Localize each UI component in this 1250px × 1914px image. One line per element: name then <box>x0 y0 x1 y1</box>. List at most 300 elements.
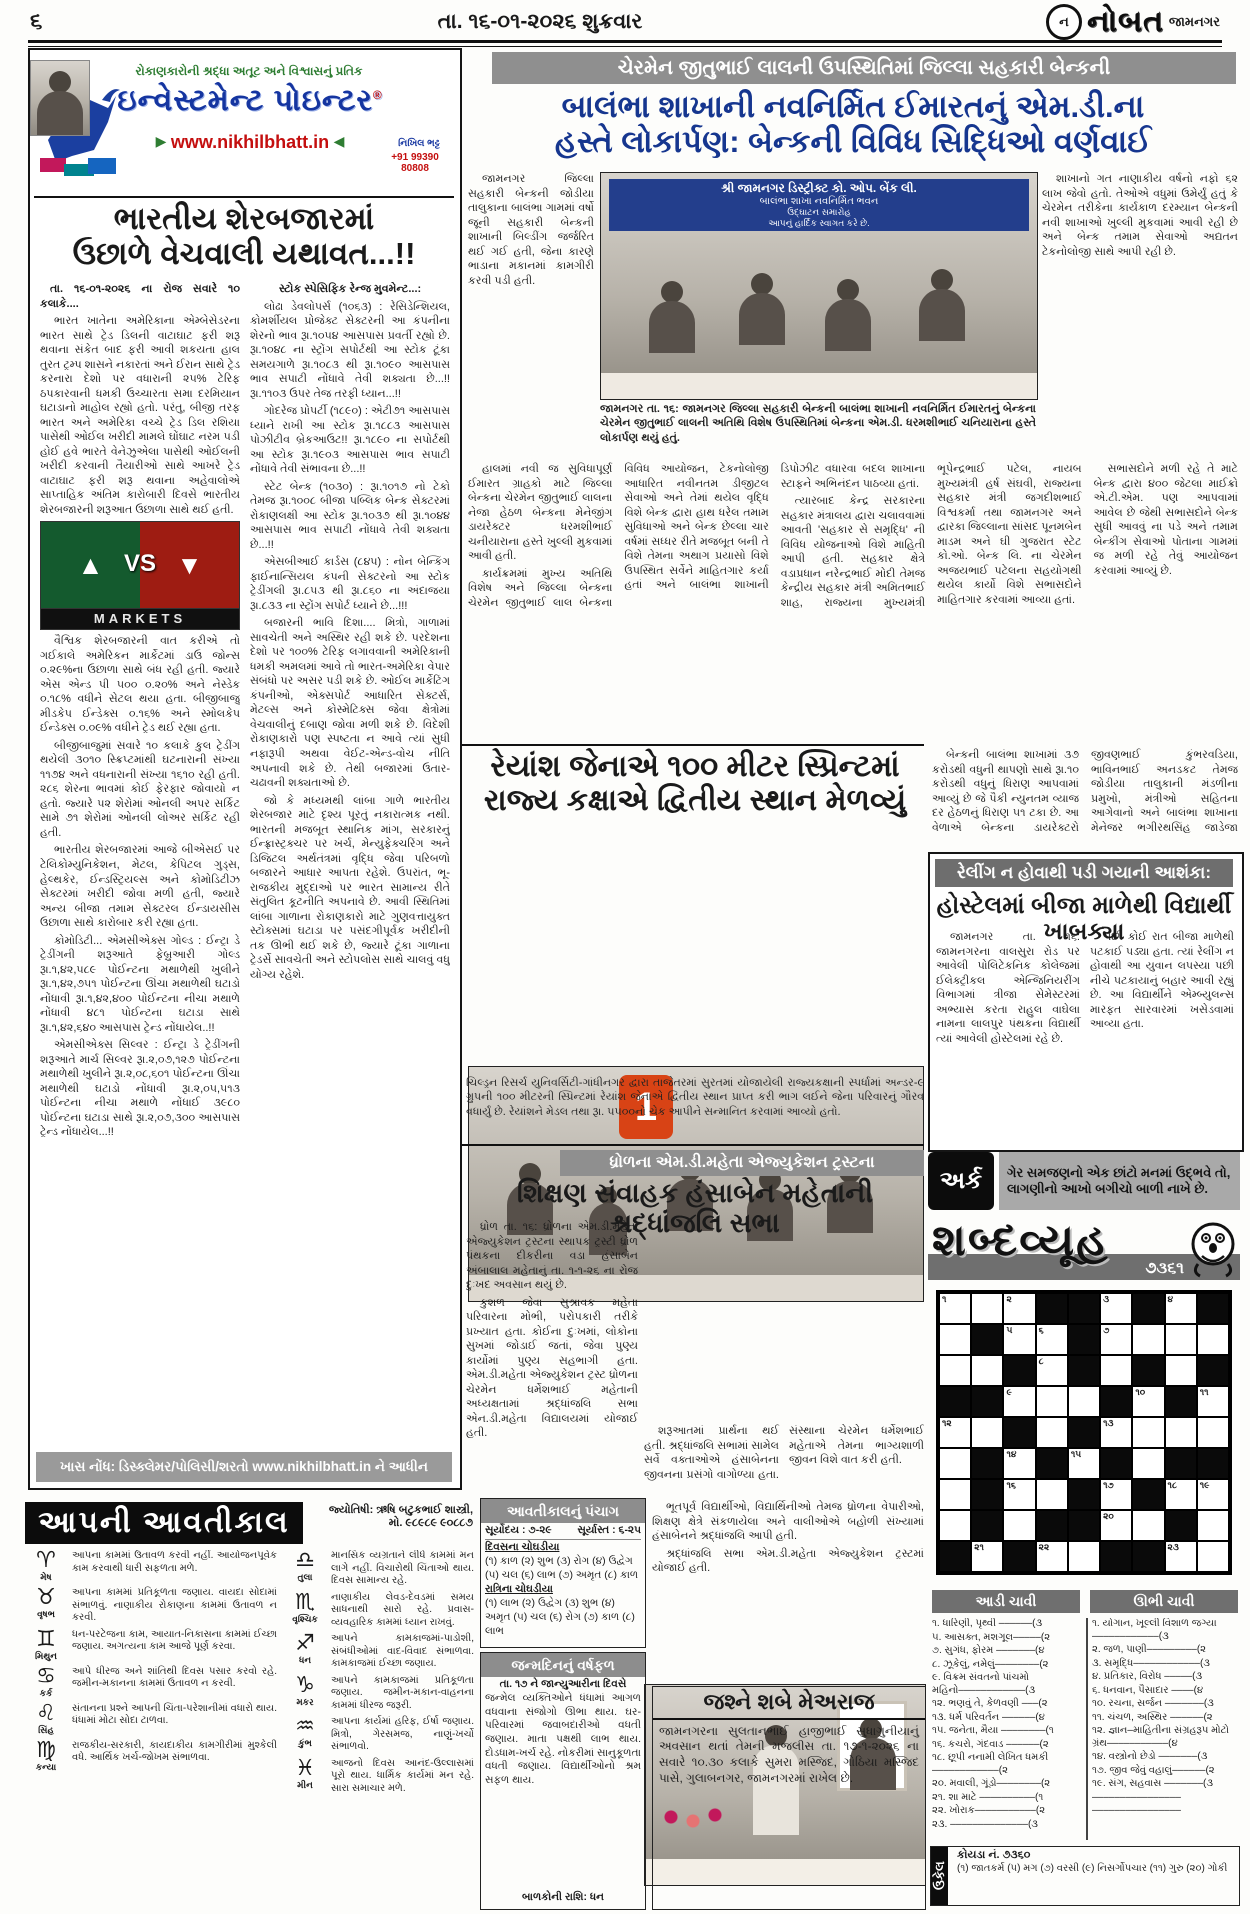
ad-url-row <box>110 132 390 153</box>
crossword-block-cell <box>1132 1541 1164 1572</box>
zodiac-icon <box>25 1587 67 1625</box>
stock-paragraph: બજારની ભાવિ દિશા.... મિત્રો, ગાળામાં સાવચેતી અને અસ્થિર રહી શકે છે. પરદેશના દેશો પર ૧૦૦% ટેરિફ લગાવવાની અમેરિકાની ધમકી અમલમાં આવે તો ભારત-અમેરિકા વેપાર સંબંધો પર અસર પડી શકે છે. ઓઈલ માર્કેટિંગ કંપનીઓ, એક્સપોર્ટ આધારિત સેક્ટર્સ, મેટલ્સ અને કોસ્મેટિક્સ જેવા ક્ષેત્રોમાં વેચવાલીનું દબાણ જોવા મળી શકે છે. વિદેશી રોકાણકારો પણ સ્પષ્ટતા ન આવે ત્યાં સુધી નફારૂપી અથવા વેઈટ-એન્ડ-વોચ નીતિ અપનાવી શકે છે. તેથી બજારમાં ઉતાર-ચઢાવની શક્યતાઓ છે. <box>250 617 450 790</box>
solution-text: (૧) જાતકર્મ (૫) મગ (૭) વરસી (૯) નિસર્ગોપચાર (૧૧) ગુરુ (૨૦) ગોકી <box>957 1863 1228 1874</box>
stock-paragraph: જો કે મધ્યમથી લાંબા ગાળે ભારતીય શેરબજાર માટે દૃશ્ય પૂરતું નકારાત્મક નથી. ભારતની મજબૂત સ્થાનિક માંગ, સરકારનું ઈન્ફ્રાસ્ટ્રક્ચર પર ખર્ચ, મેન્યુફેક્ચરિંગ અને ડિજિટલ અર્થતંત્રમાં વૃદ્ધિ જેવા પરિબળો બજારને આધાર આપતા રહેશે. ઉપરાંત, ભૂ-રાજકીય મુદ્દાઓ પર ભારત સામાન્ય રીતે સંતુલિત કૂટનીતિ અપનાવે છે. આવી સ્થિતિમાં લાંબા ગાળાના રોકાણકારો માટે ગુણવત્તાયુક્ત સ્ટોક્સમાં ઘટાડા પર પસંદગીપૂર્વક ખરીદીની તક ઊભી થઈ શકે છે, જ્યારે ટૂંકા ગાળાના ટ્રેડર્સે સાવચેતી અને સ્ટોપલોસ સાથે ચાલવું વધુ યોગ્ય રહેશે. <box>250 794 450 981</box>
astrologer-credit <box>308 1504 473 1530</box>
crossword-cell-number: ૧૮ <box>1167 1480 1177 1490</box>
across-clue: ૨૦. મવાલી, ગૂંડો––––––––(૨ <box>932 1778 1051 1789</box>
bank-photo-banner <box>609 179 1029 231</box>
crossword-cell <box>1068 1541 1100 1572</box>
hostel-kicker: રેલીંગ ન હોવાથી પડી ગયાની આશંકા: <box>935 859 1233 887</box>
crossword-block-cell <box>971 1324 1003 1355</box>
across-clue: ૧૩. ધર્મ પરિવર્તન ––––––(૪ <box>932 1711 1045 1723</box>
zodiac-entry <box>284 1672 474 1713</box>
crossword-block-cell <box>1068 1324 1100 1355</box>
crossword-cell-number: ૯ <box>1006 1387 1012 1397</box>
market-headline-line2: ઉછાળે વેચવાલી યથાવત...!! <box>72 235 416 271</box>
panchang-title: આવતીકાલનું પંચાગ <box>481 1499 645 1523</box>
bull-market-icon: ▲ <box>41 522 140 608</box>
zodiac-entry <box>25 1587 277 1625</box>
bank-paragraph: ત્યારબાદ કેન્દ્ર સરકારના સહકાર મંત્રાલય દ્વારા ચલાવવામાં આવતી 'સહકાર સે સમૃદ્ધિ' ની વિવિધ યોજનાઓ વિશે માહિતી આપી હતી. સહકાર ક્ષેત્રે વડાપ્રધાન નરેન્દ્રભાઈ મોદી તેમજ કેન્દ્રીય સહકાર મંત્રી અમિતભાઈ શાહ, રાજ્યના મુખ્યમંત્રી ભૂપેન્દ્રભાઈ પટેલ, નાયબ મુખ્યમંત્રી હર્ષ સંઘવી, રાજ્યના સહકાર મંત્રી જગદીશભાઈ વિશ્વકર્મા તથા જામનગર અને દ્વારકા જિલ્લાના સાંસદ પૂનમબેન માડમ અને ઘી ગુજરાત સ્ટેટ કો.ઓ. બેન્ક લિ. ના ચેરમેન અજયભાઈ પટેલના સહયોગથી થયેલ કાર્યો વિશે સભાસદોને માહિતગાર કરવામાં આવ્યા હતાં. <box>780 463 1082 609</box>
crossword-cell <box>1100 1479 1132 1510</box>
zodiac-prediction: આપના કામમાં ઉતાવળ કરવી નહીં. આયોજનપૂર્વક કામ કરવાથી ધારી સફળતા મળે. <box>72 1550 277 1574</box>
crossword-block-cell <box>1003 1355 1035 1386</box>
crossword-cell <box>1036 1479 1068 1510</box>
zodiac-icon <box>284 1755 326 1796</box>
down-clue: ૧૨. જ્ઞાન–માહિતીના સંગ્રહરૂપ મોટો ગ્રંથ–––––––––––(૪ <box>1092 1725 1229 1749</box>
crossword-block-cell <box>971 1386 1003 1417</box>
ad-brand: ઇન્વેસ્ટમેન્ટ પોઇન્ટર® <box>117 84 383 117</box>
zodiac-sign-name: કર્ક <box>39 1687 53 1698</box>
solution-box <box>930 1846 1240 1906</box>
zodiac-sign-name: તુલા <box>297 1572 313 1582</box>
zodiac-symbol-icon: ♑ <box>295 1672 315 1698</box>
crossword-cell <box>1197 1324 1229 1355</box>
dhrol-paragraph: કુશળ જેવા સુશ્રાવક મહેતા પરિવારના મોભી, પરોપકારી તરીકે પ્રખ્યાત હતા. કોઈના દુઃખમાં, લોકોના સુખમાં જોડાઈ જતાં, જેવા પુણ્ય કાર્યોમાં પુણ્ય સહભાગી હતા. એમ.ડી.મહેતા એજ્યુકેશન ટ્રસ્ટ ધ્રોળના ચેરમેન ધર્મેશભાઈ મહેતાની અધ્યક્ષતામાં શ્રદ્ધાંજલિ સભા એન.ડી.મહેતા વિદ્યાલયમાં યોજાઈ હતી. <box>466 1296 638 1440</box>
market-paragraph: કોમોડિટી... એમસીએક્સ ગોલ્ડ : ઈન્ટ્રા ડે ટ્રેડીંગની શરૂઆતે ફેબ્રુઆરી ગોલ્ડ રૂા.૧,૪૨,૫૮૯ પોઈન્ટના મથાળેથી ખુલીને રૂા.૧,૪૨,૭૫૧ પોઈન્ટના ઊંચા મથાળેથી ઘટાડો નોંધાવી રૂા.૧,૪૨,૪૦૦ પોઈન્ટના નીચા મથાળે નોંધાવી ૪૮૧ પોઈન્ટના ઘટાડા સાથે રૂા.૧,૪૨,૬૪૦ આસપાસ ટ્રેન્ડ નોંધાયેલ..!! <box>40 934 240 1034</box>
bank-side-right <box>1042 172 1238 454</box>
crossword-block-cell <box>939 1386 971 1417</box>
crossword-cell <box>1100 1417 1132 1448</box>
crossword-cell <box>1197 1541 1229 1572</box>
masthead <box>1046 4 1220 40</box>
crossword-cell-number: ૧૩ <box>1103 1418 1114 1428</box>
zodiac-prediction: નાણાકીય લેવડ-દેવડમાં સમય સાધનાથી સારો રહે. પ્રવાસ-વ્યવહારિક કામમાં ધ્યાન રાખવું. <box>331 1591 474 1628</box>
crossword-cell-number: ૮ <box>1038 1356 1044 1366</box>
crossword-cell <box>1197 1417 1229 1448</box>
zodiac-symbol-icon: ♈ <box>36 1550 56 1573</box>
down-clue: ૧. યોગાન, ખૂલ્લી વિશાળ જગ્યા ––––––––––––(૩ <box>1092 1618 1217 1642</box>
crossword-cell-number: ૫ <box>1006 1325 1013 1335</box>
ark-label: અર્ક <box>928 1152 994 1210</box>
hostel-headline: હોસ્ટેલમાં બીજા માળેથી વિદ્યાર્થી ખાબક્યા <box>936 892 1232 945</box>
ark-box <box>928 1152 1240 1210</box>
zodiac-prediction: આપને કામકાજમાં પ્રતિકૂળતા જણાય. જમીન-મકાન-વાહનના કામમાં ધીરજ જરૂરી. <box>331 1674 474 1711</box>
crossword-mascot-icon <box>1190 1220 1236 1278</box>
stock-paragraph: ગોદરેજ પ્રોપર્ટી (૧૮૯૦) : એટી૭૧ આસપાસ ધ્યાને રાખી આ સ્ટોક રૂા.૧૮૮૩ આસપાસ પોઝીટીવ બ્રેકઆઉટ!! રૂા.૧૮૯૦ ના સપોર્ટથી આ સ્ટોક રૂા.૧૯૦૩ આસપાસ ભાવ સપાટી નોંધાવે તેવી સંભાવના છે...!! <box>250 405 450 476</box>
sunset: સૂર્યાસ્ત : ૬-૨૫ <box>577 1524 641 1536</box>
zodiac-sign-name: મેષ <box>40 1572 52 1582</box>
bank-side-left <box>468 172 594 454</box>
crossword-cell-number: ૧૬ <box>1006 1480 1016 1490</box>
crossword-cell <box>971 1541 1003 1572</box>
zodiac-sign-name: સિંહ <box>38 1724 54 1735</box>
bank-photo <box>600 172 1038 400</box>
crossword-block-cell <box>1036 1448 1068 1479</box>
crossword-cell-number: ૧ <box>942 1294 947 1304</box>
arrow-right-icon: ▶ <box>155 133 167 149</box>
horoscope-col2 <box>284 1550 474 1908</box>
crossword-cell <box>1165 1479 1197 1510</box>
crossword-cell <box>939 1293 971 1324</box>
crossword-cell <box>1165 1324 1197 1355</box>
vs-label: VS <box>123 550 157 578</box>
crossword-grid <box>936 1290 1232 1575</box>
masthead-city: જામનગર <box>1168 14 1220 29</box>
crossword-cell <box>1036 1417 1068 1448</box>
photo-table <box>601 373 1037 399</box>
zodiac-sign-name: વૃશ્ચિક <box>292 1613 318 1624</box>
across-clue: ૧૨. ભણવું તે, કેળવણી –––(૨ <box>932 1698 1048 1709</box>
zodiac-entry <box>25 1663 277 1699</box>
zodiac-prediction: આપના કામમાં પ્રતિકૂળતા જણાય. વાયદા સોદામાં સંભાળવું. નાણાકીય રોકાણના કામમાં ઉતાવળ ન કરવી. <box>72 1587 277 1623</box>
crossword-block-cell <box>1100 1541 1132 1572</box>
zodiac-icon <box>284 1672 326 1713</box>
crossword-cell-number: ૧૭ <box>1103 1480 1114 1490</box>
zodiac-icon <box>25 1626 67 1662</box>
market-paragraph: એમસીએક્સ સિલ્વર : ઈન્ટ્રા ડે ટ્રેડીંગની શરૂઆતે માર્ચ સિલ્વર રૂા.૨,૦૭,૧૨૭ પોઈન્ટના મથાળેથી ખુલીને રૂા.૨,૦૮,૬૦૧ પોઈન્ટના ઊંચા મથાળેથી ઘટાડો નોંધાવી રૂા.૨,૦૫,૫૧૩ પોઈન્ટના નીચા મથાળે નોંધાઈ ૩૯૮૦ પોઈન્ટના ઘટાડા સાથે રૂા.૨,૦૭,૩૦૦ આસપાસ ટ્રેન્ડ નોંધાયેલ...!! <box>40 1039 240 1139</box>
zodiac-sign-name: કન્યા <box>35 1761 57 1772</box>
crossword-cell-number: ૨૦ <box>1103 1511 1114 1521</box>
zodiac-icon <box>284 1633 326 1671</box>
crossword-cell-number: ૨૩ <box>1167 1542 1179 1552</box>
across-clue: ૯. વિક્રમ સંવતનો પાંચમો મહિનો––––––––––––(૩ <box>932 1672 1036 1696</box>
crossword-block-cell <box>1068 1355 1100 1386</box>
market-headline <box>36 202 452 271</box>
crossword-cell-number: ૧૪ <box>1006 1449 1017 1459</box>
crossword-block-cell <box>971 1510 1003 1541</box>
crossword-block-cell <box>1003 1541 1035 1572</box>
dhrol-paragraph: ધ્રોળ તા. ૧૬: ધ્રોળના એમ.ડી.મહેતા એજ્યુકેશન ટ્રસ્ટના સ્થાપક ટ્રસ્ટી ધ્રોળ પંથકના દીકરીના વડા હંસાબેન અંબાલાલ મહેતાનું તા. ૧-૧-૨૬ ના રોજ દુઃખદ અવસાન થયું છે. <box>466 1221 638 1292</box>
crossword-cell <box>1100 1293 1132 1324</box>
crossword-cell <box>1197 1479 1229 1510</box>
down-clue: ૪. પ્રતિકાર, વિરોધ –––––(૩ <box>1092 1671 1203 1682</box>
bank-kicker: ચેરમેન જીતુભાઈ લાલની ઉપસ્થિતિમાં જિલ્લા સહકારી બેન્કની <box>492 52 1236 84</box>
sunrise: સૂર્યોદય : ૭-૨૯ <box>485 1524 552 1536</box>
across-clue: ૧૫. જનેતા, મૈયા ––––––––(૧ <box>932 1725 1054 1736</box>
day-choghadiya-label: દિવસના ચોઘડીયા <box>485 1541 560 1553</box>
zodiac-prediction: ધન-પરટેજના કામ, આયાત-નિકાસના કામમાં ઈચ્છા જણાય. અગત્યના કામ આજે પૂર્ણ કરવા. <box>72 1628 277 1652</box>
dhrol-paragraph: ભૂતપૂર્વ વિદ્યાર્થીઓ, વિદ્યાર્થિનીઓ તેમજ ધ્રોળના વેપારીઓ, શિક્ષણ ક્ષેત્રે સંકળાયેલા અને વાલીઓએ બહોળી સંખ્યામાં હંસાબેનને શ્રદ્ધાંજલિ આપી હતી. <box>652 1501 924 1543</box>
crossword-cell <box>1100 1510 1132 1541</box>
dhrol-divider <box>462 1144 924 1146</box>
ad-brand-reg: ® <box>372 88 383 102</box>
zodiac-icon <box>25 1663 67 1699</box>
zodiac-sign-name: ધન <box>298 1655 312 1665</box>
crossword-cell <box>1003 1448 1035 1479</box>
down-clues-title: ઊભી ચાવી <box>1090 1590 1238 1613</box>
zodiac-entry <box>284 1633 474 1671</box>
zodiac-sign-name: વૃષભ <box>37 1609 55 1619</box>
crossword-block-cell <box>1197 1293 1229 1324</box>
crossword-cell <box>1197 1510 1229 1541</box>
varshfal-footer: બાળકોની રાશિ: ધન <box>522 1891 604 1903</box>
crossword-block-cell <box>1036 1510 1068 1541</box>
zodiac-symbol-icon: ♍ <box>36 1737 56 1763</box>
zodiac-entry <box>25 1700 277 1736</box>
crossword-number: ૭૩૬૧ <box>1145 1260 1184 1277</box>
disclaimer-note: ખાસ નોંધ: ડિસ્ક્લેમર/પોલિસી/શરતો www.nikhilbhatt.in ને આધીન <box>36 1452 452 1482</box>
sprint-headline-line1: રેયાંશ જેનાએ ૧૦૦ મીટર સ્પ્રિન્ટમાં <box>490 750 900 783</box>
zodiac-sign-name: મકર <box>296 1696 314 1707</box>
hostel-paragraph: પછી કોઈ રાત બીજા માળેથી પટકાઈ પડ્યા હતા. ત્યાં રેલીંગ ન હોવાથી આ યુવાન લપસ્યા પછી નીચે પટકાયાનું બહાર આવી રહ્યું છે. આ વિદ્યાર્થીને એમ્બ્યુલન્સ મારફત સારવારમાં ખસેડવામાં આવ્યા હતા. <box>1090 931 1234 1031</box>
across-clues-title: આડી ચાવી <box>932 1590 1080 1613</box>
crossword-cell <box>939 1355 971 1386</box>
zodiac-icon <box>284 1589 326 1630</box>
dhrol-paragraph: શરૂઆતમાં પ્રાર્થના થઈ હતી. શ્રદ્ધાંજલિ સભામાં સામેલ સર્વે વક્તાઓએ હંસાબેનના જીવનના પ્રસંગો વાગોળ્યા હતા. સંસ્થાના ચેરમેન ધર્મેશભાઈ મહેતાએ તેમના ભાગ્યશાળી જીવન વિશે વાત કરી હતી. <box>644 1425 924 1481</box>
night-choghadiya: (૧) લાભ (૨) ઉદ્વેગ (૩) શુભ (૪) અમૃત (૫) ચલ (૬) રોગ (૭) કાળ (૮) લાભ <box>485 1597 635 1637</box>
sprint-headline <box>466 750 924 817</box>
mehraj-headline: જશ્ને શબે મેઅરાજ <box>653 1687 925 1720</box>
crossword-cell <box>1003 1386 1035 1417</box>
dhrol-continuation <box>652 1500 924 1680</box>
across-clue: ૫. આસક્ત, મશગૂલ–––––(૨ <box>932 1631 1051 1643</box>
market-lead: તા. ૧૬-૦૧-૨૦૨૬ ના રોજ સવારે ૧૦ કલાકે.... <box>40 283 240 310</box>
advisor-phone: +91 99390 80808 <box>391 152 439 174</box>
crossword-cell-number: ૧૯ <box>1199 1480 1210 1490</box>
across-clue: ૧૮. છૂપી નનામી લેખિત ધમકી ––––––––––––(૨ <box>932 1752 1049 1776</box>
across-clue: ૨૩. ––––––––––––––(૩ <box>932 1818 1038 1830</box>
bank-paragraph: શાખાનો ગત નાણાકીય વર્ષનો નફો ૬૨ લાખ જેવો હતો. તેઓએ વધુમાં ઉમેર્યું હતું કે ચેરમેન તરીકેના કાર્યકાળ દરમ્યાન બેન્કની નવી શાખાઓ ખુલ્લી મુકવામાં આવી રહી છે અને બેન્ક તમામ સેવાઓ અદ્યતન ટેકનોલોજી સાથે આપી રહી છે. <box>1042 173 1238 258</box>
crossword-block-cell <box>1132 1479 1164 1510</box>
zodiac-symbol-icon: ♏ <box>295 1589 315 1615</box>
panchang-box <box>480 1498 646 1648</box>
varshfal-box <box>480 1652 646 1910</box>
zodiac-symbol-icon: ♐ <box>295 1631 315 1656</box>
crossword-cell <box>1068 1386 1100 1417</box>
crossword-cell <box>939 1479 971 1510</box>
horoscope-col1 <box>25 1550 277 1908</box>
crossword-cell <box>971 1355 1003 1386</box>
sprint-caption: ચિલ્ડ્રન રિસર્ચ યુનિવર્સિટી-ગાંધીનગર દ્વારા તાજેતરમાં સુરતમાં યોજાયેલી રાજ્યકક્ષાની સ્પર્ધામાં અન્ડર-૯ ગ્રુપની ૧૦૦ મીટરની સ્પ્રિન્ટમાં રેયાંશ જેનાએ દ્વિતીય સ્થાન પ્રાપ્ત કરી ભાગ લઈને જેના પરિવારનું ગૌરવ વધાર્યું છે. રેયાંશને મેડલ તથા રૂા. ૫૫૦૦નો ચેક આપીને સન્માનિત કરવામાં આવ્યો હતો. <box>466 1077 924 1118</box>
down-clue: ૧૦. રચના, સર્જન –––––––(૩ <box>1092 1698 1214 1709</box>
sun-times <box>485 1524 641 1540</box>
zodiac-prediction: માનસિક વ્યગ્રતાને લીધે કામમાં મન લાગે નહીં. વિચારોથી ચિંતાઓ થાય. દિવસ સામાન્ય રહે. <box>331 1550 474 1586</box>
dhrol-paragraph: શ્રદ્ધાંજલિ સભા એમ.ડી.મહેતા એજ્યુકેશન ટ્રસ્ટમાં યોજાઈ હતી. <box>652 1547 924 1575</box>
zodiac-entry <box>284 1716 474 1754</box>
stock-paragraph: સ્ટેટ બેન્ક (૧૦૩૦) : રૂા.૧૦૧૭ નો ટેકો તેમજ રૂા.૧૦૦૮ બીજા પબ્લિક બેન્ક સેક્ટરમાં રોકાણલક્ષી આ સ્ટોક રૂા.૧૦૩૭ થી રૂા.૧૦૪૪ આસપાસ ભાવ સપાટી નોંધાવે તેવી શક્યતા છે...!! <box>250 480 450 551</box>
ad-tagline: રોકાણકારોની શ્રદ્ધા અતૂટ અને વિશ્વાસનું પ્રતિક <box>135 64 363 78</box>
across-clue: ૨૨. ખોરાક–––––––––––(૨ <box>932 1805 1046 1816</box>
market-col2 <box>250 282 450 1442</box>
market-paragraph: ભારતીય શેરબજારમાં આજે બીએસઈ પર ટેલિકોમ્યુનિકેશન, મેટલ, કેપિટલ ગુડ્સ, હેલ્થકેર, ઈન્ડસ્ટ્રિયલ્સ અને કોમોડિટીઝ સેક્ટરમાં ખરીદી જોવા મળી હતી, જ્યારે અન્ય બીજા તમામ સેક્ટરલ ઈન્ડાયસીસ ઉછાળા સાથે કારોબાર કરી રહ્યા હતા. <box>40 844 240 930</box>
masthead-title: નોબત <box>1087 5 1164 38</box>
crossword-cell <box>1165 1355 1197 1386</box>
crossword-block-cell <box>1068 1510 1100 1541</box>
sprint-divider <box>462 744 924 746</box>
across-clue: ૭. સુગંધ, ફોરમ –––––––(૪ <box>932 1645 1045 1656</box>
crossword-block-cell <box>1165 1510 1197 1541</box>
crossword-cell-number: ૧૧ <box>1199 1387 1209 1397</box>
dhrol-bottom-cols <box>644 1424 924 1492</box>
ad-url: www.nikhilbhatt.in <box>170 132 330 152</box>
bear-market-icon: ▼ <box>140 522 239 608</box>
bank-headline <box>468 90 1238 159</box>
crossword-cell-number: ૩ <box>1103 1294 1110 1304</box>
zodiac-sign-name: મીન <box>297 1779 313 1790</box>
zodiac-symbol-icon: ♓ <box>295 1755 315 1781</box>
bank-headline-line1: બાલંભા શાખાની નવનિર્મિત ઈમારતનું એમ.ડી.ના <box>561 89 1145 124</box>
crossword-block-cell <box>971 1448 1003 1479</box>
zodiac-icon <box>25 1737 67 1773</box>
crossword-cell <box>1036 1541 1068 1572</box>
crossword-block-cell <box>1068 1293 1100 1324</box>
crossword-cell <box>939 1417 971 1448</box>
bank-paragraph: બેન્કની બાલંભા શાખામાં ૩૭ કરોડથી વધુની થાપણો સાથે રૂા.૧૦ કરોડથી વધુનું ધિરાણ આપવામાં આવ્યું છે જે પૈકી ન્યુનતમ વ્યાજ દર હેઠળનું ધિરાણ ૫૧ ટકા છે. આ વેળાએ બેન્કના ડાયરેક્ટરો જીવણભાઈ કુંભરવડિયા, ભાવિનભાઈ અનડકટ તેમજ જોડીયા તાલુકાની મંડળીના પ્રમુખો, મંત્રીઓ સહિતના આગેવાનો અને બાલંભા શાખાના મેનેજર ભગીરથસિંહ જાડેજા <box>932 749 1238 834</box>
zodiac-sign-name: મિથુન <box>35 1650 57 1661</box>
crossword-cell <box>939 1510 971 1541</box>
markets-label: MARKETS <box>40 609 240 630</box>
crossword-cell <box>1165 1417 1197 1448</box>
across-clue: ૧. ધારિણી, પૃથ્વી ––––––(૩ <box>932 1618 1043 1629</box>
dhrol-headline: શિક્ષણ સંવાહક હંસાબેન મહેતાની શ્રદ્ધાંજલિ સભા <box>516 1178 874 1239</box>
zodiac-entry <box>284 1755 474 1796</box>
crossword-cell <box>1165 1541 1197 1572</box>
zodiac-sign-name: કુંભ <box>298 1738 312 1748</box>
night-choghadiya-label: રાત્રિના ચોઘડીયા <box>485 1583 553 1596</box>
zodiac-entry <box>284 1550 474 1588</box>
crossword-block-cell <box>1197 1355 1229 1386</box>
crossword-cell <box>971 1293 1003 1324</box>
across-clue: ૮. ઝૂકેલું, નમેલું––––––––(૨ <box>932 1658 1049 1670</box>
header-rule <box>28 40 1222 47</box>
down-clue: ૨. જળ, પાણી–––––––––(૨ <box>1092 1644 1207 1655</box>
down-clues <box>1092 1618 1240 1840</box>
crossword-title: શબ્દવ્યૂહ <box>932 1216 1110 1265</box>
down-clue: –––––––––––––––– <box>1092 1791 1181 1803</box>
advisor-photo <box>30 60 90 136</box>
zodiac-entry <box>25 1550 277 1583</box>
mehraj-body: જામનગરના સુલતાનભાઈ હાજીભાઈ સુધાગુનીયાનું અવસાન થતાં તેમની મજલીસ તા. ૧૭-૧-૨૦૨૬ ના સવારે ૧૦.૩૦ કલાકે સુમરા મસ્જિદ, ગોઠિયા મસ્જિદ પાસે, ગુલાબનગર, જામનગરમાં રાખેલ છે. <box>659 1723 919 1786</box>
crossword-block-cell <box>1068 1417 1100 1448</box>
bank-paragraph: સભાસદોને મળી રહે તે માટે બેન્ક દ્વારા ૪૦૦ જેટલા માઈક્રો એ.ટી.એમ. પણ આપવામાં આવેલ છે જેથી સભાસદોને બેન્ક સુધી આવવું ના પડે અને તમામ બેન્કીંગ સેવાઓ પોતાના ગામમાં જ મળી રહે તેવું આયોજન કરવામાં આવ્યું છે. <box>1093 463 1238 577</box>
zodiac-prediction: આપના કાર્યમાં હરિફ, ઈર્ષા જણાય. મિત્રો, ગેરસમજ, નાણું-ખર્ચો સંભાળવો. <box>331 1716 474 1752</box>
zodiac-prediction: સંતાનના પ્રશ્ને આપની ચિંતા-પરેશાનીમાં વધારો થાય. ધંધામાં મોટા સોદા ટાળવા. <box>72 1702 277 1726</box>
down-clue: ૧૪. વસ્ત્રોનો છેડો –––––––(૩ <box>1092 1751 1208 1762</box>
crossword-cell <box>1036 1386 1068 1417</box>
zodiac-icon <box>284 1716 326 1754</box>
crossword-cell-number: ૪ <box>1167 1294 1174 1304</box>
down-clue: –––––––––––––––– <box>1092 1805 1181 1816</box>
down-clue: ૬. ધનવાન, પૈસાદાર ––––(૪ <box>1092 1684 1204 1696</box>
advisor-name: નિખિલ ભટ્ટ <box>398 138 440 149</box>
crossword-block-cell <box>1132 1355 1164 1386</box>
zodiac-entry <box>25 1626 277 1662</box>
stock-paragraph: એસબીઆઈ કાર્ડસ (૮૪૫) : નોન બેન્કિંગ ફાઈનાન્સિયલ કંપની સેક્ટરનો આ સ્ટોક ટ્રેડીંગલી રૂા.૮૫૩ થી રૂા.૮૬૦ ના અંદાજયા રૂા.૮૩૩ ના સ્ટ્રોંગ સપોર્ટ ધ્યાને છે...!!! <box>250 556 450 612</box>
crossword-cell-number: ૧૨ <box>942 1418 952 1428</box>
across-clue: ૧૬. કચરો, ગંદવાડ ––––––(૨ <box>932 1738 1049 1750</box>
crossword-cell <box>1197 1386 1229 1417</box>
horoscope-title: આપની આવતીકાલ <box>25 1502 303 1544</box>
crossword-cell <box>1003 1293 1035 1324</box>
dhrol-kicker: ધ્રોળના એમ.ડી.મહેતા એજ્યુકેશન ટ્રસ્ટના <box>560 1150 924 1176</box>
banner-line4: આપનું હાર્દિક સ્વાગત કરે છે. <box>768 218 870 228</box>
masthead-emblem-icon: ન <box>1046 4 1082 40</box>
market-paragraph: વૈશ્વિક શેરબજારની વાત કરીએ તો ગઈકાલે અમેરિકન માર્કેટમાં ડાઉ જોન્સ ૦.૨૯%ના ઉછાળા સાથે બંધ રહી હતી. જ્યારે એસ એન્ડ પી ૫૦૦ ૦.૨૦% અને નેસ્ડેક ૦.૧૮% વધીને સેટલ થયા હતા. બીજીબાજુ મીડકેપ ઈન્ડેક્સ ૦.૧૬% અને સ્મોલકેપ ઈન્ડેક્સ ૦.૦૯% વધીને ટ્રેડ થઈ રહ્યા હતા. <box>40 635 240 735</box>
zodiac-icon <box>284 1550 326 1588</box>
crossword-cell <box>1003 1479 1035 1510</box>
zodiac-entry <box>25 1737 277 1773</box>
down-clue: ૧૭. જીવ જેવું વહાલું––––––(૨ <box>1092 1764 1215 1776</box>
down-clue: ૧૯. સંગ, સહવાસ –––––––(૩ <box>1092 1778 1214 1789</box>
crossword-cell <box>1132 1448 1164 1479</box>
market-article-box <box>28 48 462 1490</box>
crossword-cell-number: ૧૦ <box>1135 1387 1146 1397</box>
banner-line1: શ્રી જામનગર ડિસ્ટ્રીક્ટ કો. ઓપ. બેંક લી. <box>721 181 917 195</box>
sprint-headline-line2: રાજ્ય કક્ષાએ દ્વિતીય સ્થાન મેળવ્યું <box>483 783 907 817</box>
crossword-cell <box>1132 1510 1164 1541</box>
bank-body <box>468 462 1238 742</box>
crossword-cell <box>1132 1417 1164 1448</box>
varshfal-body: જન્મેલ વ્યક્તિઓને ધંધામાં આગળ વધવાના સંજોગો ઊભા થાય. ઘર-પરિવારમાં જવાબદારીઓ વધતી જણાય. માતા પક્ષથી લાભ થાય. દોડધામ-ખર્ચ રહે. નોકરીમાં સાનુકૂળતા વધતી જણાય. વિદ્યાર્થીઓનો શ્રમ સફળ થાય. <box>485 1692 641 1786</box>
crossword-block-cell <box>1036 1293 1068 1324</box>
mehraj-box <box>652 1686 926 1910</box>
stock-paragraph: લોઢા ડેવલોપર્સ (૧૦૬૩) : રેસિડેન્શિયલ, કોમર્શીયલ પ્રોજેક્ટ સેક્ટરની આ કંપનીના શેરનો ભાવ રૂા.૧૦૫૪ આસપાસ પ્રવર્તી રહ્યો છે. રૂા.૧૦૪૮ ના સ્ટ્રોંગ સપોર્ટથી આ સ્ટોક ટૂંકા સમયગાળે રૂા.૧૦૮૩ થી રૂા.૧૦૯૦ આસપાસ ભાવ સપાટી નોંધાવે તેવી શક્યતા છે...!! રૂા.૧૧૦૩ ઉપર તેજ તરફી ધ્યાન...!! <box>250 300 450 400</box>
bank-headline-line2: હસ્તે લોકાર્પણ: બેન્કની વિવિધ સિદ્ધિઓ વર્ણવાઈ <box>554 123 1152 159</box>
hostel-article-box <box>928 852 1244 1152</box>
crossword-cell <box>1132 1386 1164 1417</box>
bank-photo-caption: જામનગર તા. ૧૬: જામનગર જિલ્લા સહકારી બેન્કની બાલંભા શાખાની નવનિર્મિત ઈમારતનું બેન્કના ચેરમેન જીતુભાઈ લાલની અતિથિ વિશેષ ઉપસ્થિતિમાં બેન્કના એમ.ડી. ધરમશીભાઈ ચનિયારાના હસ્તે લોકાર્પણ થયું હતું. <box>600 403 1036 444</box>
stock-range-head: સ્ટોક સ્પેસિફિક રેન્જ મુવમેન્ટ...: <box>278 283 422 295</box>
bank-body-continued <box>932 748 1238 848</box>
banner-line2: બાલંભા શાખા નવનિર્મિત ભવન <box>759 196 879 207</box>
day-choghadiya: (૧) કાળ (૨) શુભ (૩) રોગ (૪) ઉદ્વેગ (૫) ચલ (૬) લાભ (૭) અમૃત (૮) કાળ <box>485 1555 639 1581</box>
dhrol-left-col <box>466 1220 638 1492</box>
zodiac-icon <box>25 1700 67 1736</box>
crossword-cell <box>1068 1448 1100 1479</box>
bank-paragraph: કાર્યક્રમમાં મુખ્ય અતિથિ વિશેષ અને જિલ્લા બેન્કના ચેરમેન જીતુભાઈ લાલ બેન્કના વિવિધ આયોજન, ટેકનોલોજી આધારિત નવીનતમ ડીજીટલ સેવાઓ અને તેમાં થયેલ વૃદ્ધિ વિશે બેન્ક દ્વારા હાથ ધરેલ તમામ સુવિધાઓ અને બેન્ક છેલ્લા ચાર વર્ષમાં સધ્ધર રીતે મજબૂત બની તે વિશે તેમના અથાગ પ્રયાસો વિશે ઉપસ્થિત સર્વેને માહિતગાર કર્યા હતાં અને બાલંભા શાખાની ડિપોઝીટ વધારવા બદલ શાખાના સ્ટાફને અભિનંદન પાઠવ્યા હતાં. <box>468 463 926 609</box>
crossword-block-cell <box>1003 1417 1035 1448</box>
crossword-cell <box>1165 1293 1197 1324</box>
crossword-cell-number: ૧૫ <box>1070 1449 1082 1459</box>
bank-paragraph: હાલમાં નવી જ સુવિધાપૂર્ણ ઈમારત ગ્રાહકો માટે જિલ્લા બેન્કના ચેરમેન જીતુભાઈ લાલના નેજા હેઠળ બેન્કના મેનેજીંગ ડાયરેક્ટર ધરમશીભાઈ ચનીયારાના હસ્તે ખુલ્લી મુકવામાં આવી હતી. <box>468 463 613 563</box>
crossword-block-cell <box>1165 1386 1197 1417</box>
down-clue: ૧૧. ચંચળ, અસ્થિર ––––––(૨ <box>1092 1711 1213 1723</box>
zodiac-symbol-icon: ♌ <box>36 1700 56 1726</box>
crossword-cell-number: ૭ <box>1103 1325 1110 1335</box>
zodiac-entry <box>284 1589 474 1630</box>
crossword-cell <box>1036 1324 1068 1355</box>
crossword-cell <box>1132 1324 1164 1355</box>
across-clue: ૨૧. શા માટે ––––––––––(૧ <box>932 1791 1044 1803</box>
zodiac-symbol-icon: ♒ <box>295 1714 315 1739</box>
crossword-cell <box>1036 1355 1068 1386</box>
crossword-block-cell <box>1068 1479 1100 1510</box>
crossword-cell <box>1100 1324 1132 1355</box>
crossword-cell <box>939 1448 971 1479</box>
bull-bear-graphic <box>40 521 240 609</box>
zodiac-prediction: આપે ધીરજ અને શાંતિથી દિવસ પસાર કરવો રહે. જમીન-મકાનના કામમાં ઉતાવળ ન કરવી. <box>72 1665 277 1689</box>
varshfal-lead: તા. ૧૭ ને જાન્યુઆરીના દિવસે <box>499 1678 627 1690</box>
investment-pointer-ad <box>34 54 454 198</box>
solution-label: ઉકેલ <box>931 1847 948 1905</box>
market-paragraph: બીજીબાજુમાં સવારે ૧૦ કલાકે કુલ ટ્રેડીંગ થયેલી ૩૦૧૦ સ્ક્રિપ્ટમાંથી ઘટનારાની સંખ્યા ૧૧૭૪ અને વધનારાની સંખ્યા ૧૬૧૦ રહી હતી. ૨૮૬ શેરના ભાવમાં કોઈ ફેરફાર જોવાયો ન હતો. જ્યારે ૫૨ શેરોમાં ઓનલી અપર સર્કિટ સામે ૭૧ શેરોમાં ઓનલી લોઅર સર્કિટ રહી હતી. <box>40 739 240 839</box>
astrologer-phone: મો. ૯૮૯૮૯ ૯૦૮૮૭ <box>388 1517 473 1529</box>
crossword-cell-number: ૨ <box>1006 1294 1012 1304</box>
zodiac-symbol-icon: ♉ <box>36 1585 56 1610</box>
market-col1 <box>40 282 240 1442</box>
zodiac-symbol-icon: ♎ <box>295 1550 315 1573</box>
down-clue: ૩. સમૃદ્ધિ––––––––––––(૩ <box>1092 1657 1210 1669</box>
market-paragraph: ભારત ખાતેના અમેરિકાના એમ્બેસેડરના ભારત સાથે ટ્રેડ ડિલની વાટાઘાટ ફરી શરૂ થવાના સંકેત બાદ ફરી આવી શકયતા હાલ તુરત ટ્રમ્પ શાસને નકારતાં અને ઈરાન સાથે ટ્રેડ કરનારા દેશો પર વધારાની ૨૫% ટેરિફ ઠપકારવાની ધમકી ઉચ્ચારતા સમા દરમિયાન ઘટાડાનો માહોલ રહ્યો હતો. પરંતુ, બીજી તરફ ભારત અને અમેરિકા વચ્ચે ટ્રેડ ડિલ રશિયા પાસેથી ઓઈલ ખરીદી મામલે ઘોંઘાટ નરમ પડી હોઈ હવે ભારતે વેનેઝુએલા પાસેથી ઓઈલની ખરીદી કરવાની તૈયારીઓ સાથે આખરે ટ્રેડ વાટાઘાટ ફરી શરૂ થવાના અહેવાલોએ સાપ્તાહિક અંતિમ કારોબારી દિવસે ભારતીય શેરબજારની શરૂઆત ઉછાળા સાથે થઈ હતી. <box>40 315 240 516</box>
zodiac-icon <box>25 1550 67 1583</box>
bank-paragraph: જામનગર જિલ્લા સહકારી બેન્કની જોડીયા તાલુકાના બાલંભા ગામમાં વર્ષો જૂની સહકારી બેન્કની શાખાની બિલ્ડીંગ જર્જરિત થઈ ગઈ હતી, જેના કારણે ભાડાના મકાનમાં કામગીરી કરવી પડી હતી. <box>468 173 594 287</box>
varshfal-title: જન્મદિનનું વર્ષફળ <box>481 1653 645 1677</box>
crossword-cell <box>1003 1324 1035 1355</box>
crossword-cell-number: ૬ <box>1038 1325 1044 1335</box>
market-headline-line1: ભારતીય શેરબજારમાં <box>113 201 375 236</box>
crossword-block-cell <box>1197 1448 1229 1479</box>
zodiac-symbol-icon: ♋ <box>36 1663 56 1689</box>
hostel-body <box>936 930 1234 1142</box>
arrow-left-icon: ◀ <box>333 133 345 149</box>
astrologer-name: જ્યોતિષી: ઋષિ બટુકભાઈ શાસ્ત્રી, <box>328 1504 473 1516</box>
crossword-cell <box>939 1324 971 1355</box>
zodiac-prediction: આપને કામકાજમાં-પાડોશી, સંબંધીઓમાં વાદ-વિવાદ સંભાળવા. કામકાજમાં ઈચ્છા જણાય. <box>331 1633 474 1669</box>
zodiac-prediction: આજનો દિવસ આનંદ-ઉલ્લાસમાં પૂરો થાય. ધાર્મિક કાર્યમાં મન રહે. સારા સમાચાર મળે. <box>331 1757 474 1794</box>
crossword-cell <box>1003 1510 1035 1541</box>
crossword-block-cell <box>971 1479 1003 1510</box>
